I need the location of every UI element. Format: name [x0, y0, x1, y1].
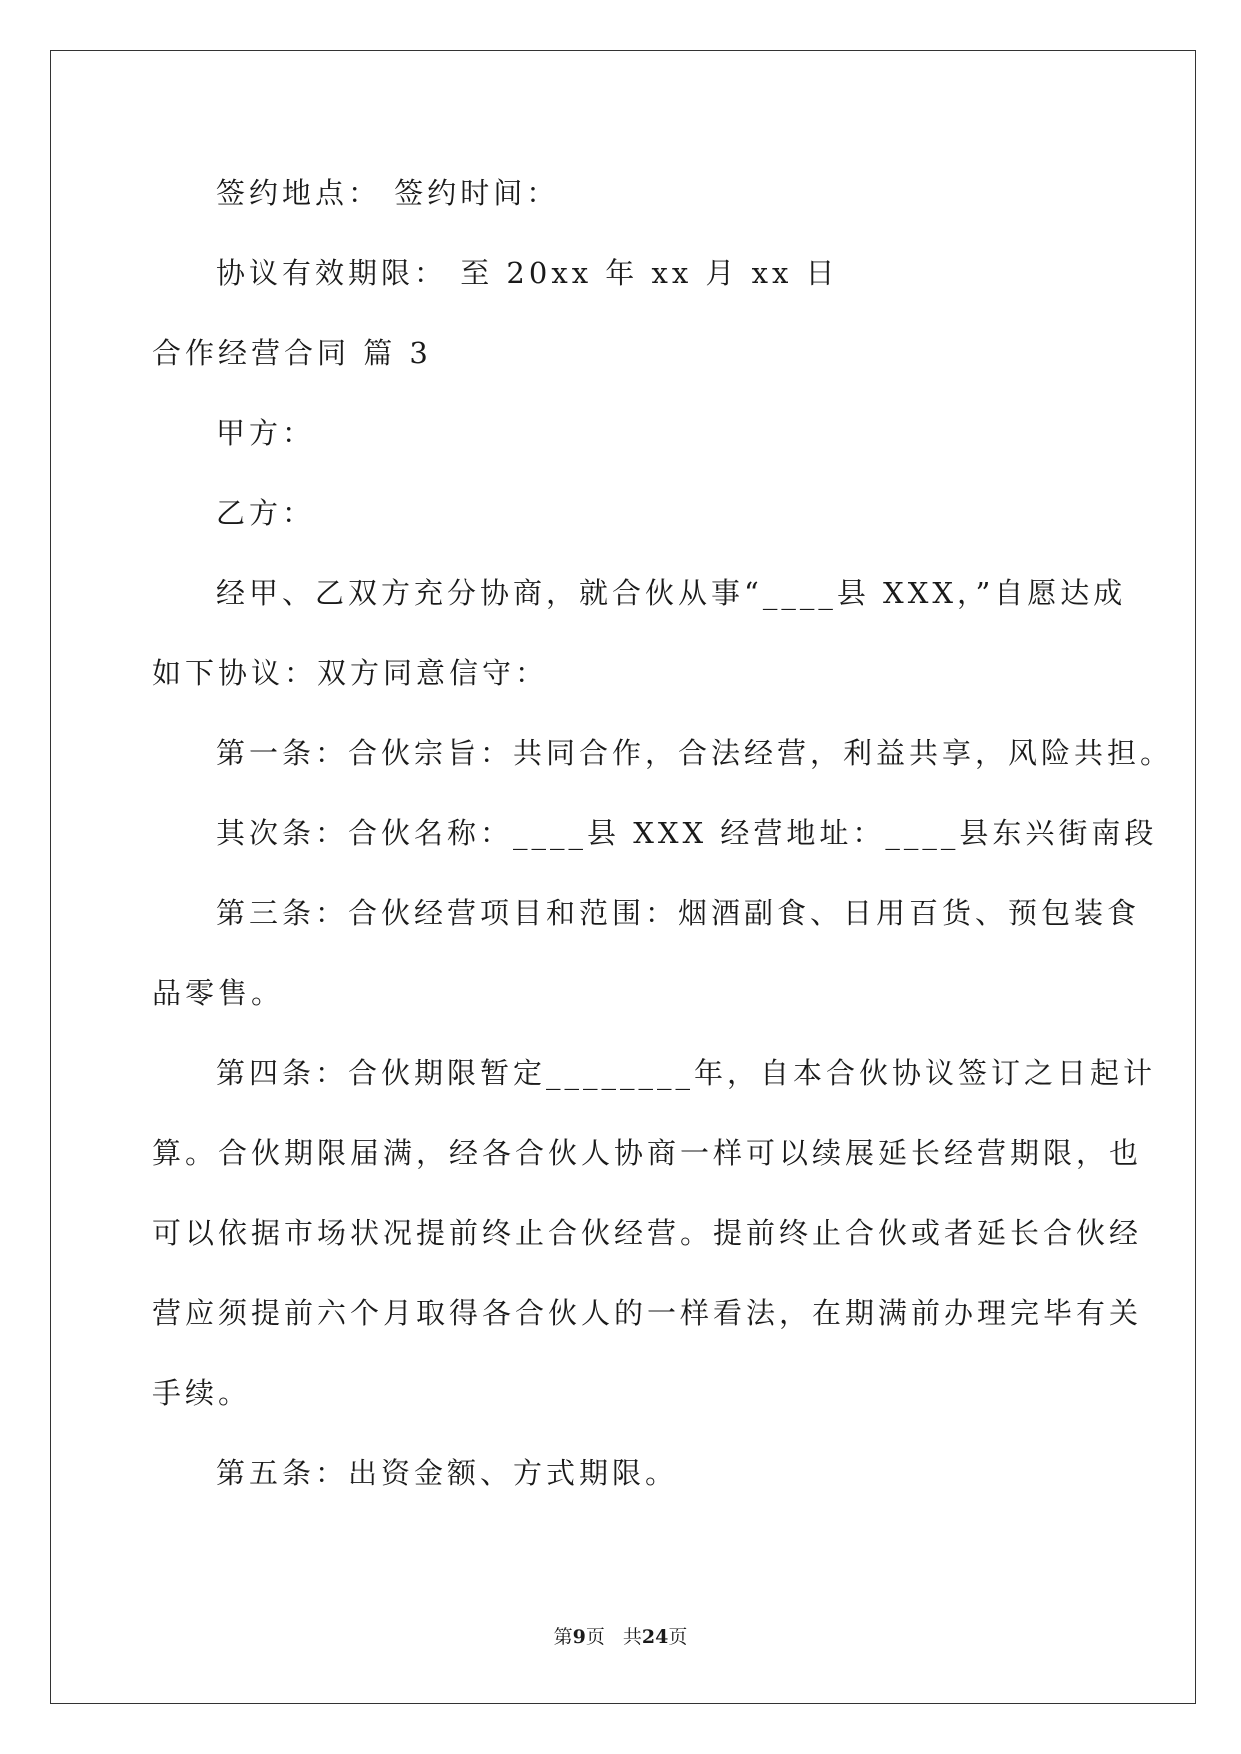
party-b-line: 乙方：	[216, 496, 316, 530]
paragraph-line: 品零售。	[152, 976, 285, 1010]
paragraph-line: 算。合伙期限届满，经各合伙人协商一样可以续展延长经营期限，也	[152, 1136, 1143, 1170]
paragraph-line: 如下协议：双方同意信守：	[152, 656, 549, 690]
validity-period-line: 协议有效期限： 至 20xx 年 xx 月 xx 日	[216, 256, 839, 290]
article-2-line: 其次条：合伙名称：____县 XXX 经营地址：____县东兴街南段	[216, 816, 1158, 850]
paragraph-line: 经甲、乙双方充分协商，就合伙从事“____县 XXX，”自愿达成	[216, 576, 1127, 610]
page-number: 9	[572, 1626, 586, 1648]
page-prefix: 第	[553, 1626, 573, 1648]
total-prefix: 共	[622, 1626, 642, 1648]
paragraph-line: 手续。	[152, 1376, 252, 1410]
paragraph-line: 营应须提前六个月取得各合伙人的一样看法，在期满前办理完毕有关	[152, 1296, 1143, 1330]
page-suffix: 页	[585, 1626, 605, 1648]
article-5-line: 第五条：出资金额、方式期限。	[216, 1456, 679, 1490]
party-a-line: 甲方：	[216, 416, 316, 450]
page-footer	[0, 1624, 1241, 1650]
signing-place-time-line: 签约地点： 签约时间：	[216, 176, 560, 210]
section-heading: 合作经营合同 篇 3	[152, 336, 432, 370]
article-3-line: 第三条：合伙经营项目和范围：烟酒副食、日用百货、预包装食	[216, 896, 1141, 930]
total-pages: 24	[641, 1626, 669, 1648]
paragraph-line: 可以依据市场状况提前终止合伙经营。提前终止合伙或者延长合伙经	[152, 1216, 1143, 1250]
total-suffix: 页	[668, 1626, 688, 1648]
article-4-line: 第四条：合伙期限暂定________年，自本合伙协议签订之日起计	[216, 1056, 1157, 1090]
article-1-line: 第一条：合伙宗旨：共同合作，合法经营，利益共享，风险共担。	[216, 736, 1174, 770]
